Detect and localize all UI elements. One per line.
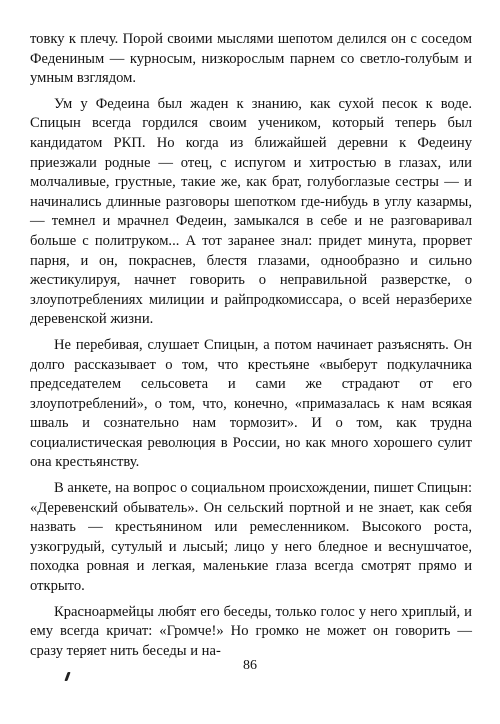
book-page-text (30, 30, 472, 661)
paragraph-1: товку к плечу. Порой своими мыслями шепотом делился он с соседом Федениным — курносым, низкорослым парнем со светло-голубым и умным взглядом. (30, 31, 472, 87)
paragraph-3: Не перебивая, слушает Спицын, а потом начинает разъяснять. Он долго рассказывает о том, что крестьяне «выберут подкулачника председателем сельсовета и сами же страдают от его злоупотреблений», о том, что, конечно, «примазалась к нам всякая шваль и сознательно нам тормозит». И о том, как трудна социалистическая революция в России, но как много хорошего сулит она крестьянству. (30, 336, 472, 471)
paragraph-2: Ум у Федеина был жаден к знанию, как сухой песок к воде. Спицын всегда гордился своим учеником, который теперь был кандидатом РКП. Но когда из ближайшей деревни к Федеину приезжали родные — отец, с испугом и хитростью в глазах, или молчаливые, грустные, такие же, как брат, голубоглазые сестры — и начинались длинные разговоры шепотком где-нибудь в углу казармы, — темнел и мрачнел Федеин, замыкался в себе и не разговаривал больше с политруком... А тот заранее знал: придет минута, прорвет парня, и он, покраснев, блестя глазами, однообразно и сильно жестикулируя, начнет говорить о неправильной разверстке, о злоупотреблениях милиции и райпродкомиссара, о всей неразберихе деревенской жизни. (30, 95, 472, 328)
paragraph-5: Красноармейцы любят его беседы, только голос у него хриплый, и ему всегда кричат: «Громче!» Но громко не может он говорить — сразу теряет нить беседы и на- (30, 603, 472, 659)
paragraph-4: В анкете, на вопрос о социальном происхождении, пишет Спицын: «Деревенский обыватель». Он сельский портной и не знает, как себя назвать — крестьянином или ремесленником. Высокого роста, узкогрудый, сутулый и лысый; лицо у него бледное и веснушчатое, походка ровная и легкая, маленькие глаза всегда смотрят прямо и открыто. (30, 480, 472, 595)
page-number: 86 (243, 658, 257, 673)
